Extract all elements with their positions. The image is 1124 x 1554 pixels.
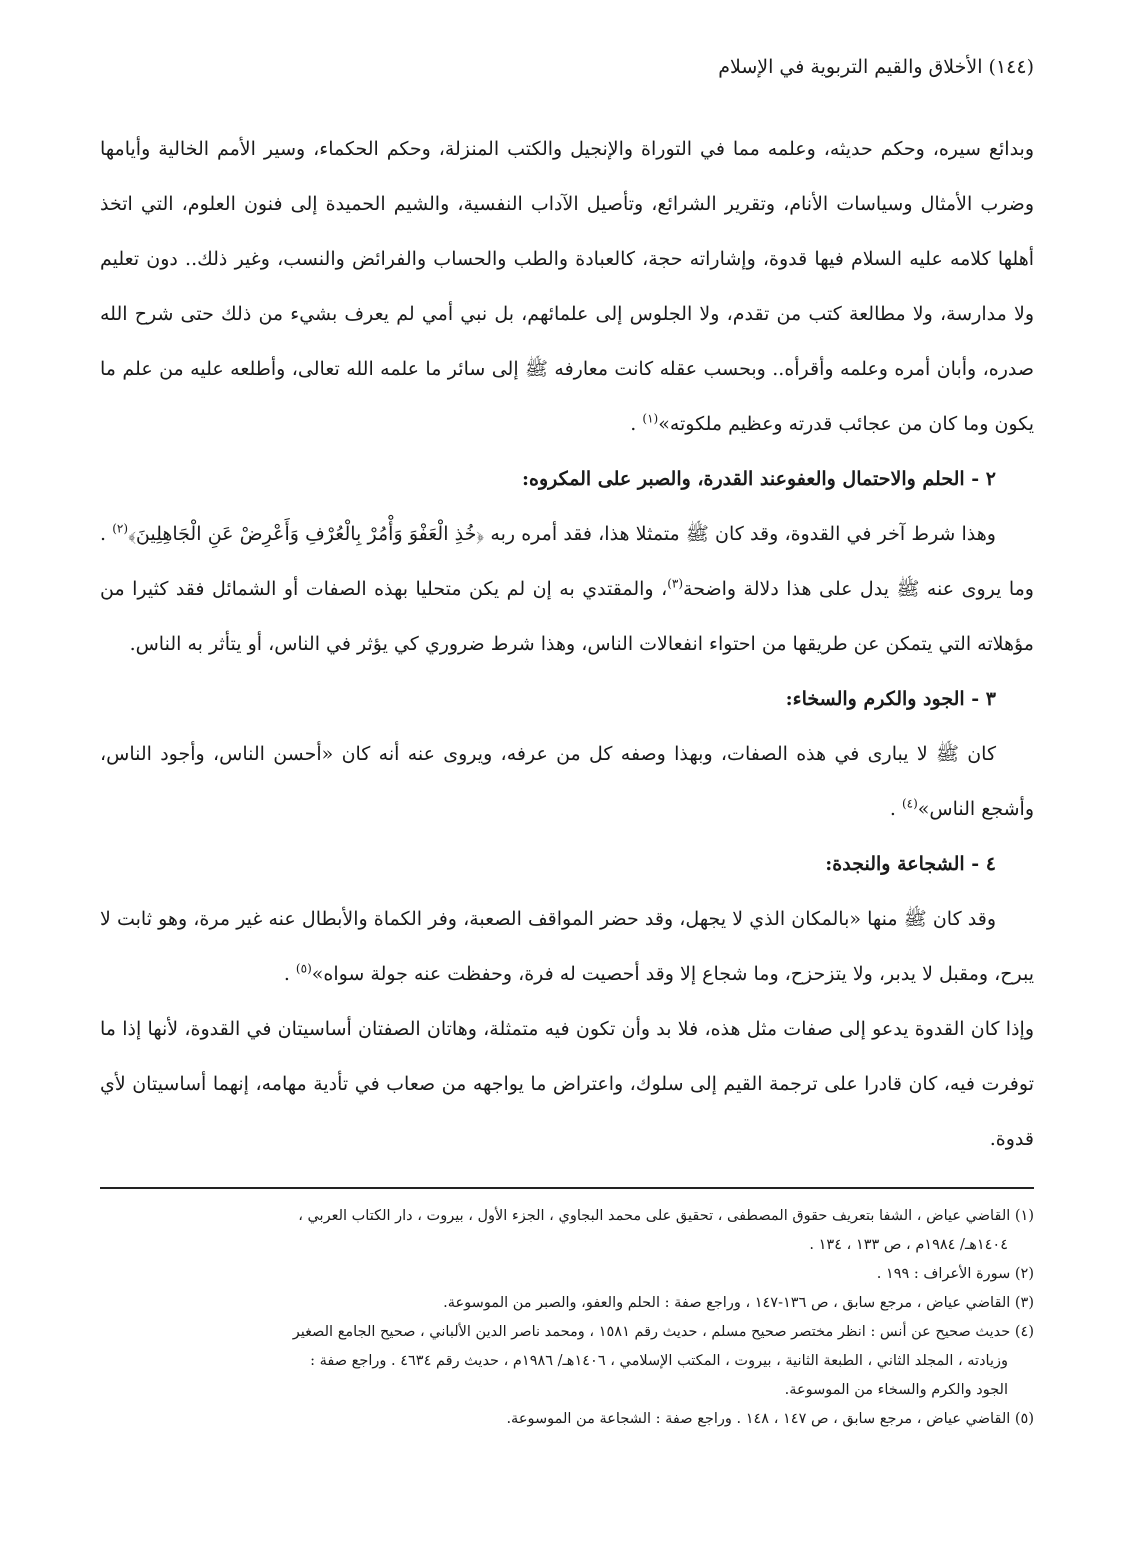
paragraph-2-text-b: . وما يروى عنه ﷺ يدل على هذا دلالة واضحة [100,523,1034,600]
paragraph-1 [100,122,1034,452]
footnote-ref-1: (١) [642,411,659,426]
footnote-5: (٥) القاضي عياض ، مرجع سابق ، ص ١٤٧ ، ١٤٨ . وراجع صفة : الشجاعة من الموسوعة. [506,1411,1034,1427]
footnote-4-continued: وزيادته ، المجلد الثاني ، الطبعة الثانية ، بيروت ، المكتب الإسلامي ، ١٤٠٦هـ/ ١٩٨٦م ، حديث رقم ٤٦٣٤ . وراجع صفة : [310,1353,1008,1369]
paragraph-2-text-a: وهذا شرط آخر في القدوة، وقد كان ﷺ متمثلا هذا، فقد أمره ربه ﴿خُذِ الْعَفْوَ وَأْمُرْ بِالْعُرْفِ وَأَعْرِضْ عَنِ الْجَاهِلِينَ﴾ [128,523,996,545]
paragraph-4 [100,892,1034,1002]
main-text [100,122,1034,1167]
paragraph-4-end: . [283,963,296,985]
paragraph-3 [100,727,1034,837]
section-heading-2: ٢ - الحلم والاحتمال والعفوعند القدرة، والصبر على المكروه: [521,468,996,490]
paragraph-2 [100,507,1034,672]
paragraph-5: وإذا كان القدوة يدعو إلى صفات مثل هذه، فلا بد وأن تكون فيه متمثلة، وهاتان الصفتان أساسيتان في القدوة، لأنها إذا ما توفرت فيه، كان قادرا على ترجمة القيم إلى سلوك، واعتراض ما يواجهه من صعاب في تأدية مهامه، إنهما أساسيتان لأي قدوة. [100,1018,1034,1150]
paragraph-4-text: وقد كان ﷺ منها «بالمكان الذي لا يجهل، وقد حضر المواقف الصعبة، وفر الكماة والأبطال عنه غير مرة، وهو ثابت لا يبرح، ومقبل لا يدبر، ولا يتزحزح، وما شجاع إلا وقد أحصيت له فرة، وحفظت عنه جولة سواه» [100,908,1034,985]
section-heading-4: ٤ - الشجاعة والنجدة: [825,853,996,875]
footnotes [100,1202,1034,1434]
footnote-ref-3: (٣) [667,576,684,591]
footnote-4-continued-2: الجود والكرم والسخاء من الموسوعة. [784,1382,1008,1398]
section-heading-3: ٣ - الجود والكرم والسخاء: [785,688,996,710]
footnote-3: (٣) القاضي عياض ، مرجع سابق ، ص ١٣٦-١٤٧ ، وراجع صفة : الحلم والعفو، والصبر من الموسوعة. [443,1295,1034,1311]
book-page [100,40,1034,1530]
footnote-2: (٢) سورة الأعراف : ١٩٩ . [876,1266,1034,1282]
footnote-ref-4: (٤) [901,796,918,811]
paragraph-3-end: . [889,798,902,820]
paragraph-3-text: كان ﷺ لا يبارى في هذه الصفات، وبهذا وصفه كل من عرفه، ويروى عنه أنه كان «أحسن الناس، وأجود الناس، وأشجع الناس» [100,743,1034,820]
paragraph-1-text: وبدائع سيره، وحكم حديثه، وعلمه مما في التوراة والإنجيل والكتب المنزلة، وحكم الحكماء، وسير الأمم الخالية وأيامها وضرب الأمثال وسياسات الأنام، وتقرير الشرائع، وتأصيل الآداب النفسية، والشيم الحميدة إلى فنون العلوم، التي اتخذ أهلها كلامه عليه السلام فيها قدوة، وإشاراته حجة، كالعبادة والطب والحساب والفرائض والنسب، وغير ذلك.. دون تعليم ولا مدارسة، ولا مطالعة كتب من تقدم، ولا الجلوس إلى علمائهم، بل نبي أمي لم يعرف بشيء من ذلك حتى شرح الله صدره، وأبان أمره وعلمه وأقرأه.. وبحسب عقله كانت معارفه ﷺ إلى سائر ما علمه الله تعالى، وأطلعه عليه من علم ما يكون وما كان من عجائب قدرته وعظيم ملكوته» [100,138,1035,435]
footnote-1: (١) القاضي عياض ، الشفا بتعريف حقوق المصطفى ، تحقيق على محمد البجاوي ، الجزء الأول ، بيروت ، دار الكتاب العربي ، [298,1208,1034,1224]
paragraph-2-text-c: ، والمقتدي به إن لم يكن متحليا بهذه الصفات أو الشمائل فقد كثيرا من مؤهلاته التي يتمكن عن طريقها من احتواء انفعالات الناس، وهذا شرط ضروري كي يؤثر في الناس، أو يتأثر به الناس. [100,578,1034,655]
footnote-4: (٤) حديث صحيح عن أنس : انظر مختصر صحيح مسلم ، حديث رقم ١٥٨١ ، ومحمد ناصر الدين الألباني ، صحيح الجامع الصغير [292,1324,1034,1340]
footnote-ref-2: (٢) [112,521,129,536]
footnote-1-continued: ١٤٠٤هـ/ ١٩٨٤م ، ص ١٣٣ ، ١٣٤ . [809,1237,1008,1253]
running-header: (١٤٤) الأخلاق والقيم التربوية في الإسلام [718,56,1034,78]
paragraph-1-end: . [630,413,643,435]
footnote-divider [100,1187,1034,1189]
footnote-ref-5: (٥) [295,961,312,976]
